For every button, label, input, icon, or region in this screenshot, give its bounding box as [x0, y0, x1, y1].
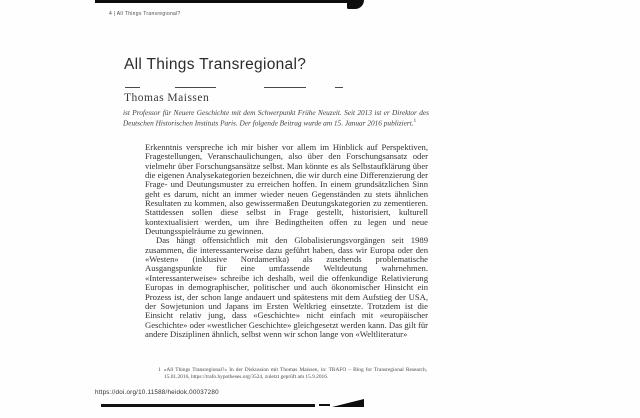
- title-rule: [0, 87, 640, 89]
- article-body: [145, 143, 428, 367]
- paragraph-1: Erkenntnis verspreche ich mir bisher vor allem im Hinblick auf Perspektiven, Fragestellungen, Veranschaulichungen, also über den Forschungsansatz oder vielmehr über Forschungsansätze selbst. Man könnte es als Selbstaufklärung über die eigenen Analysekategorien bezeichnen, die wir durch eine Differenzierung der Frage- und Deutungsmuster zu erreichen hoffen. In einem grundsätzlichen Sinn geht es darum, nicht an immer wieder neuen Gegenständen zu stets ähnlichen Resultaten zu kommen, also gewissermaßen Deutungskategorien zu zementieren. Stattdessen sollen diese selbst in Frage gestellt, historisiert, kulturell kontextualisiert werden, um ihre Bedingtheiten offen zu legen und neue Deutungsspielräume zu gewinnen.: [145, 143, 428, 237]
- author-bio: [123, 108, 429, 127]
- scan-artifact-bottom-dash: [319, 404, 330, 406]
- scan-artifact-bottom-corner: [332, 399, 364, 407]
- footnote-reference: 1: [413, 119, 417, 124]
- running-header: 4 | All Things Transregional?: [109, 11, 181, 17]
- scan-artifact-bottom: [101, 404, 315, 407]
- author-name: Thomas Maissen: [124, 92, 210, 104]
- scan-artifact-top-corner: [347, 0, 364, 9]
- author-bio-text: ist Professor für Neuere Geschichte mit dem Schwerpunkt Frühe Neuzeit. Seit 2013 ist er Direktor des Deutschen Historischen Instituts Paris. Der folgende Beitrag wurde am 15. Januar 2016 publiziert.: [123, 108, 429, 128]
- page-title: All Things Transregional?: [124, 56, 307, 73]
- footnote-text: «All Things Transregional?» In der Diskussion mit Thomas Maissen, in: TRAFO – Blog for Transregional Research, 15.01.2016, https://trafo.hypotheses.org/3524, zuletzt geprüft am 15.9.2016.: [163, 367, 427, 380]
- scan-artifact-top: [95, 0, 353, 3]
- paragraph-2: Das hängt offensichtlich mit den Globalisierungsvorgängen seit 1989 zusammen, die interessanterweise dazu geführt haben, dass wir Europa oder den «Westen» (inklusive Nordamerika) als zusehends problematische Ausgangspunkte für eine umfassende Weltdeutung wahrnehmen. «Interessanterweise» schreibe ich deshalb, weil die offenkundige Relativierung Europas in demographischer, politischer und auch ökonomischer Hinsicht ein Prozess ist, der schon lange andauert und spätestens mit dem Aufstieg der USA, der Sowjetunion und Japans im Ersten Weltkrieg einsetzte. Trotzdem ist die Einsicht relativ jung, dass «Geschichte» nicht einfach mit «europäischer Geschichte» oder «westlicher Geschichte» gleichgesetzt werden kann. Das gilt für andere Disziplinen ähnlich, selbst wenn wir schon lange von «Weltliteratur»: [145, 235, 428, 339]
- footnote-marker: 1: [158, 367, 161, 373]
- doi-link[interactable]: https://doi.org/10.11588/heidok.00037280: [95, 389, 219, 396]
- footnote: [158, 367, 427, 381]
